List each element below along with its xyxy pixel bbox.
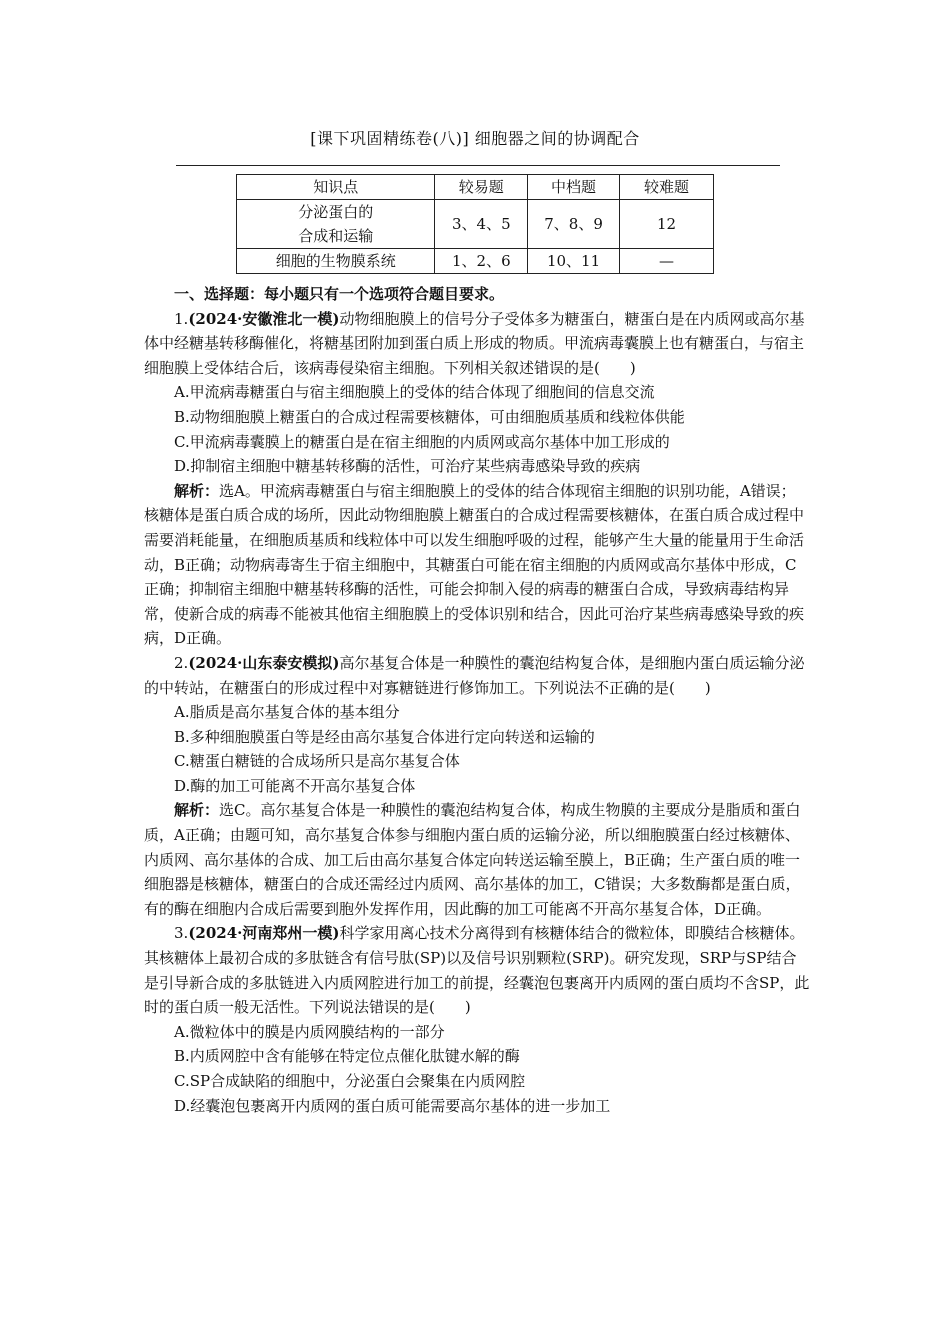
table-header-row bbox=[237, 175, 714, 200]
option: B.多种细胞膜蛋白等是经由高尔基复合体进行定向转送和运输的 bbox=[174, 727, 595, 746]
question-text: 动物细胞膜上的信号分子受体多为糖蛋白，糖蛋白是在内质网或高尔基体中经糖基转移酶催化，将糖基团附加到蛋白质上形成的物质。甲流病毒囊膜上也有糖蛋白，与宿主细胞膜上受体结合后，该病毒侵染宿主细胞。下列相关叙述错误的是( ) bbox=[144, 309, 805, 377]
option: B.动物细胞膜上糖蛋白的合成过程需要核糖体，可由细胞质基质和线粒体供能 bbox=[174, 407, 685, 426]
table-cell-topic: 细胞的生物膜系统 bbox=[237, 249, 435, 274]
analysis-label: 解析： bbox=[174, 801, 220, 820]
question-text: 科学家用离心技术分离得到有核糖体结合的微粒体，即膜结合核糖体。其核糖体上最初合成的多肽链含有信号肽(SP)以及信号识别颗粒(SRP)。研究发现，SRP与SP结合是引导新合成的多肽链进入内质网腔进行加工的前提，经囊泡包裹离开内质网的蛋白质均不含SP，此时的蛋白质一般无活性。下列说法错误的是( ) bbox=[144, 924, 810, 1017]
analysis-text: 选A。甲流病毒糖蛋白与宿主细胞膜上的受体的结合体现宿主细胞的识别功能，A错误；核糖体是蛋白质合成的场所，因此动物细胞膜上糖蛋白的合成过程需要核糖体，在蛋白质合成过程中需要消耗能量，在细胞质基质和线粒体中可以发生细胞呼吸的过程，能够产生大量的能量用于生命活动，B正确；动物病毒寄生于宿主细胞中，其糖蛋白可能在宿主细胞的内质网或高尔基体中形成，C正确；抑制宿主细胞中糖基转移酶的活性，可能会抑制入侵的病毒的糖蛋白合成，导致病毒结构异常，使新合成的病毒不能被其他宿主细胞膜上的受体识别和结合，因此可治疗某些病毒感染导致的疾病，D正确。 bbox=[144, 481, 805, 648]
option: A.脂质是高尔基复合体的基本组分 bbox=[174, 703, 400, 722]
table-cell: 12 bbox=[619, 200, 713, 249]
question-text: 高尔基复合体是一种膜性的囊泡结构复合体，是细胞内蛋白质运输分泌的中转站，在糖蛋白的形成过程中对寡糖链进行修饰加工。下列说法不正确的是( ) bbox=[144, 653, 805, 697]
table-header: 知识点 bbox=[237, 175, 435, 200]
table-header: 中档题 bbox=[528, 175, 620, 200]
option: A.甲流病毒糖蛋白与宿主细胞膜上的受体的结合体现了细胞间的信息交流 bbox=[174, 383, 655, 402]
table-header: 较难题 bbox=[619, 175, 713, 200]
question-stem bbox=[144, 307, 810, 381]
question-number: 2. bbox=[174, 653, 189, 672]
option: C.糖蛋白糖链的合成场所只是高尔基复合体 bbox=[174, 752, 460, 771]
table-cell: 1、2、6 bbox=[435, 249, 528, 274]
analysis-text: 选C。高尔基复合体是一种膜性的囊泡结构复合体，构成生物膜的主要成分是脂质和蛋白质，A正确；由题可知，高尔基复合体参与细胞内蛋白质的运输分泌，所以细胞膜蛋白经过核糖体、内质网、高尔基体的合成、加工后由高尔基复合体定向转送运输至膜上，B正确；生产蛋白质的唯一细胞器是核糖体，糖蛋白的合成还需经过内质网、高尔基体的加工，C错误；大多数酶都是蛋白质，有的酶在细胞内合成后需要到胞外发挥作用，因此酶的加工可能离不开高尔基复合体，D正确。 bbox=[144, 801, 801, 918]
option: B.内质网腔中含有能够在特定位点催化肽键水解的酶 bbox=[174, 1047, 520, 1066]
option: D.酶的加工可能离不开高尔基复合体 bbox=[174, 776, 416, 795]
title-divider bbox=[176, 165, 780, 166]
table-header: 较易题 bbox=[435, 175, 528, 200]
table-cell: 10、11 bbox=[528, 249, 620, 274]
question-source: (2024·安徽淮北一模) bbox=[188, 309, 340, 328]
table-cell: 7、8、9 bbox=[528, 200, 620, 249]
table-row bbox=[237, 249, 714, 274]
table-cell-topic bbox=[237, 200, 435, 249]
question-number: 1. bbox=[174, 309, 189, 328]
topic-line: 合成和运输 bbox=[298, 227, 374, 245]
analysis bbox=[144, 798, 810, 921]
knowledge-table bbox=[236, 174, 714, 274]
question-number: 3. bbox=[174, 924, 189, 943]
option: A.微粒体中的膜是内质网膜结构的一部分 bbox=[174, 1022, 445, 1041]
question-stem bbox=[144, 651, 810, 700]
topic-line: 分泌蛋白的 bbox=[298, 203, 374, 221]
table-cell: — bbox=[619, 249, 713, 274]
analysis-label: 解析： bbox=[174, 481, 220, 500]
question-source: (2024·河南郑州一模) bbox=[188, 924, 340, 943]
page-title: [课下巩固精练卷(八)] 细胞器之间的协调配合 bbox=[310, 129, 640, 148]
table-row bbox=[237, 200, 714, 249]
option: D.抑制宿主细胞中糖基转移酶的活性，可治疗某些病毒感染导致的疾病 bbox=[174, 457, 641, 476]
option: D.经囊泡包裹离开内质网的蛋白质可能需要高尔基体的进一步加工 bbox=[174, 1096, 611, 1115]
question-content bbox=[144, 282, 810, 1118]
table-cell: 3、4、5 bbox=[435, 200, 528, 249]
section-heading: 一、选择题：每小题只有一个选项符合题目要求。 bbox=[174, 285, 505, 303]
option: C.SP合成缺陷的细胞中，分泌蛋白会聚集在内质网腔 bbox=[174, 1072, 526, 1090]
analysis bbox=[144, 479, 810, 651]
option: C.甲流病毒囊膜上的糖蛋白是在宿主细胞的内质网或高尔基体中加工形成的 bbox=[174, 432, 670, 451]
question-source: (2024·山东泰安模拟) bbox=[188, 653, 340, 672]
question-stem bbox=[144, 921, 810, 1019]
